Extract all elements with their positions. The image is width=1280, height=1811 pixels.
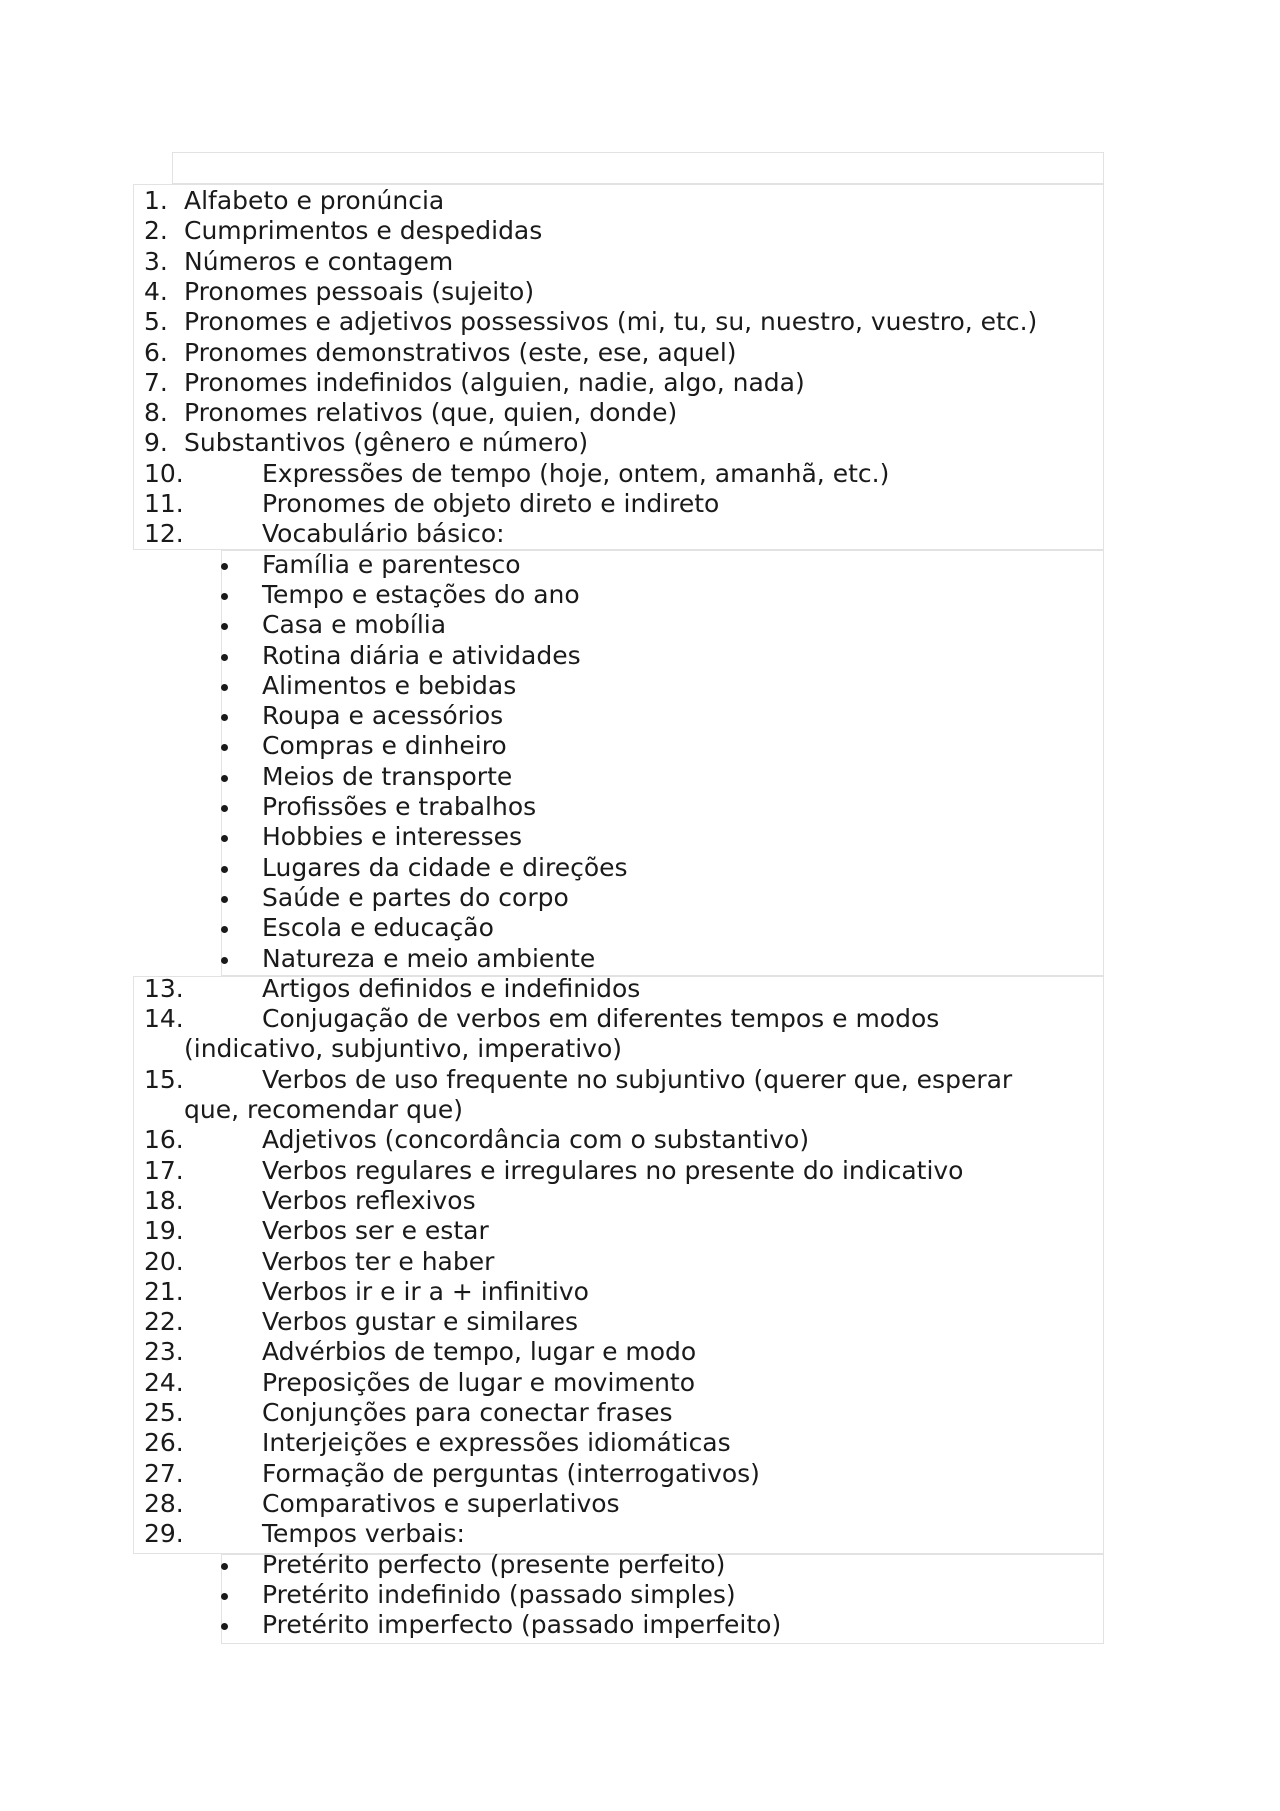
list-item-text: Expressões de tempo (hoje, ontem, amanhã, etc.) bbox=[262, 458, 890, 488]
list-item-text: Pronomes demonstrativos (este, ese, aquel) bbox=[184, 337, 737, 367]
list-item-number: 17. bbox=[144, 1155, 184, 1185]
list-item-text: Comparativos e superlativos bbox=[262, 1488, 620, 1518]
list-item-text: Verbos ter e haber bbox=[262, 1246, 495, 1276]
list-item-number: 4. bbox=[144, 276, 168, 306]
list-item-number: 7. bbox=[144, 367, 168, 397]
list-item-continuation: que, recomendar que) bbox=[184, 1095, 463, 1124]
list-item-number: 14. bbox=[144, 1004, 184, 1034]
bullet-item-text: Família e parentesco bbox=[262, 549, 521, 579]
bullet-dot bbox=[221, 654, 228, 661]
list-item-number: 27. bbox=[144, 1458, 184, 1488]
list-item-number: 15. bbox=[144, 1064, 184, 1094]
list-item-number: 16. bbox=[144, 1125, 184, 1155]
list-item-text: Verbos de uso frequente no subjuntivo (querer que, esperar bbox=[262, 1064, 1013, 1094]
bullet-item-text: Escola e educação bbox=[262, 913, 494, 943]
list-item-number: 18. bbox=[144, 1185, 184, 1215]
list-item-number: 8. bbox=[144, 398, 168, 428]
list-item-number: 3. bbox=[144, 246, 168, 276]
list-item-text: Pronomes pessoais (sujeito) bbox=[184, 276, 535, 306]
list-item-text: Verbos ser e estar bbox=[262, 1216, 489, 1246]
bullet-item-text: Natureza e meio ambiente bbox=[262, 943, 596, 973]
bullet-item-text: Pretérito indefinido (passado simples) bbox=[262, 1579, 736, 1609]
bullet-item-text: Rotina diária e atividades bbox=[262, 640, 581, 670]
list-item-text: Pronomes relativos (que, quien, donde) bbox=[184, 398, 678, 428]
list-item-text: Conjunções para conectar frases bbox=[262, 1398, 673, 1427]
list-item-text: Pronomes de objeto direto e indireto bbox=[262, 489, 720, 518]
list-item-text: Substantivos (gênero e número) bbox=[184, 428, 589, 458]
list-item-number: 24. bbox=[144, 1367, 184, 1397]
bullet-item-text: Tempo e estações do ano bbox=[262, 579, 580, 609]
list-item-text: Interjeições e expressões idiomáticas bbox=[262, 1428, 731, 1458]
bullet-item-text: Hobbies e interesses bbox=[262, 822, 522, 852]
list-item-number: 28. bbox=[144, 1488, 184, 1518]
bullet-item-text: Roupa e acessórios bbox=[262, 701, 504, 731]
bullet-dot bbox=[221, 563, 228, 570]
list-item-number: 2. bbox=[144, 216, 168, 246]
list-item-text: Preposições de lugar e movimento bbox=[262, 1367, 696, 1397]
list-item-text: Cumprimentos e despedidas bbox=[184, 216, 543, 246]
bullet-dot bbox=[221, 684, 228, 691]
list-item-text: Pronomes indefinidos (alguien, nadie, algo, nada) bbox=[184, 367, 805, 397]
list-item-number: 26. bbox=[144, 1428, 184, 1458]
list-item-text: Verbos ir e ir a + infinitivo bbox=[262, 1276, 589, 1306]
bullet-item-text: Alimentos e bebidas bbox=[262, 670, 517, 700]
bullet-item-text: Casa e mobília bbox=[262, 610, 447, 640]
bullet-dot bbox=[221, 896, 228, 903]
bullet-dot bbox=[221, 1563, 228, 1570]
bullet-item-text: Meios de transporte bbox=[262, 761, 513, 791]
header-box bbox=[172, 152, 1104, 184]
bullet-item-text: Compras e dinheiro bbox=[262, 731, 507, 761]
list-item-text: Vocabulário básico: bbox=[262, 519, 505, 549]
list-item-number: 23. bbox=[144, 1337, 184, 1367]
list-item-text: Adjetivos (concordância com o substantivo) bbox=[262, 1125, 810, 1155]
list-item-text: Formação de perguntas (interrogativos) bbox=[262, 1458, 760, 1488]
list-item-text: Verbos gustar e similares bbox=[262, 1307, 579, 1337]
list-item-number: 9. bbox=[144, 428, 168, 458]
list-item-continuation: (indicativo, subjuntivo, imperativo) bbox=[184, 1034, 623, 1064]
list-item-number: 1. bbox=[144, 186, 168, 215]
list-item-text: Alfabeto e pronúncia bbox=[184, 186, 445, 215]
bullet-dot bbox=[221, 805, 228, 812]
list-item-number: 25. bbox=[144, 1398, 184, 1427]
list-item-number: 11. bbox=[144, 489, 184, 518]
bullet-item-text: Saúde e partes do corpo bbox=[262, 882, 569, 912]
bullet-dot bbox=[221, 593, 228, 600]
bullet-dot bbox=[221, 866, 228, 873]
bullet-item-text: Profissões e trabalhos bbox=[262, 792, 537, 821]
bullet-item-text: Pretérito perfecto (presente perfeito) bbox=[262, 1549, 726, 1579]
list-item-number: 5. bbox=[144, 307, 168, 337]
bullet-dot bbox=[221, 1593, 228, 1600]
list-item-text: Conjugação de verbos em diferentes tempos e modos bbox=[262, 1004, 940, 1034]
bullet-item-text: Lugares da cidade e direções bbox=[262, 852, 628, 882]
list-item-number: 22. bbox=[144, 1307, 184, 1337]
list-item-text: Verbos regulares e irregulares no presente do indicativo bbox=[262, 1155, 964, 1185]
bullet-dot bbox=[221, 775, 228, 782]
list-item-text: Verbos reflexivos bbox=[262, 1185, 476, 1215]
list-item-number: 6. bbox=[144, 337, 168, 367]
list-item-text: Advérbios de tempo, lugar e modo bbox=[262, 1337, 697, 1367]
list-item-number: 20. bbox=[144, 1246, 184, 1276]
list-item-number: 21. bbox=[144, 1276, 184, 1306]
list-item-text: Tempos verbais: bbox=[262, 1519, 465, 1549]
list-item-text: Artigos definidos e indefinidos bbox=[262, 973, 641, 1003]
list-item-number: 12. bbox=[144, 519, 184, 549]
list-item-number: 29. bbox=[144, 1519, 184, 1549]
list-item-text: Pronomes e adjetivos possessivos (mi, tu, su, nuestro, vuestro, etc.) bbox=[184, 307, 1038, 337]
bullet-dot bbox=[221, 957, 228, 964]
list-item-number: 19. bbox=[144, 1216, 184, 1246]
list-item-number: 13. bbox=[144, 973, 184, 1003]
list-item-text: Números e contagem bbox=[184, 246, 454, 276]
list-item-number: 10. bbox=[144, 458, 184, 488]
bullet-item-text: Pretérito imperfecto (passado imperfeito) bbox=[262, 1610, 782, 1640]
